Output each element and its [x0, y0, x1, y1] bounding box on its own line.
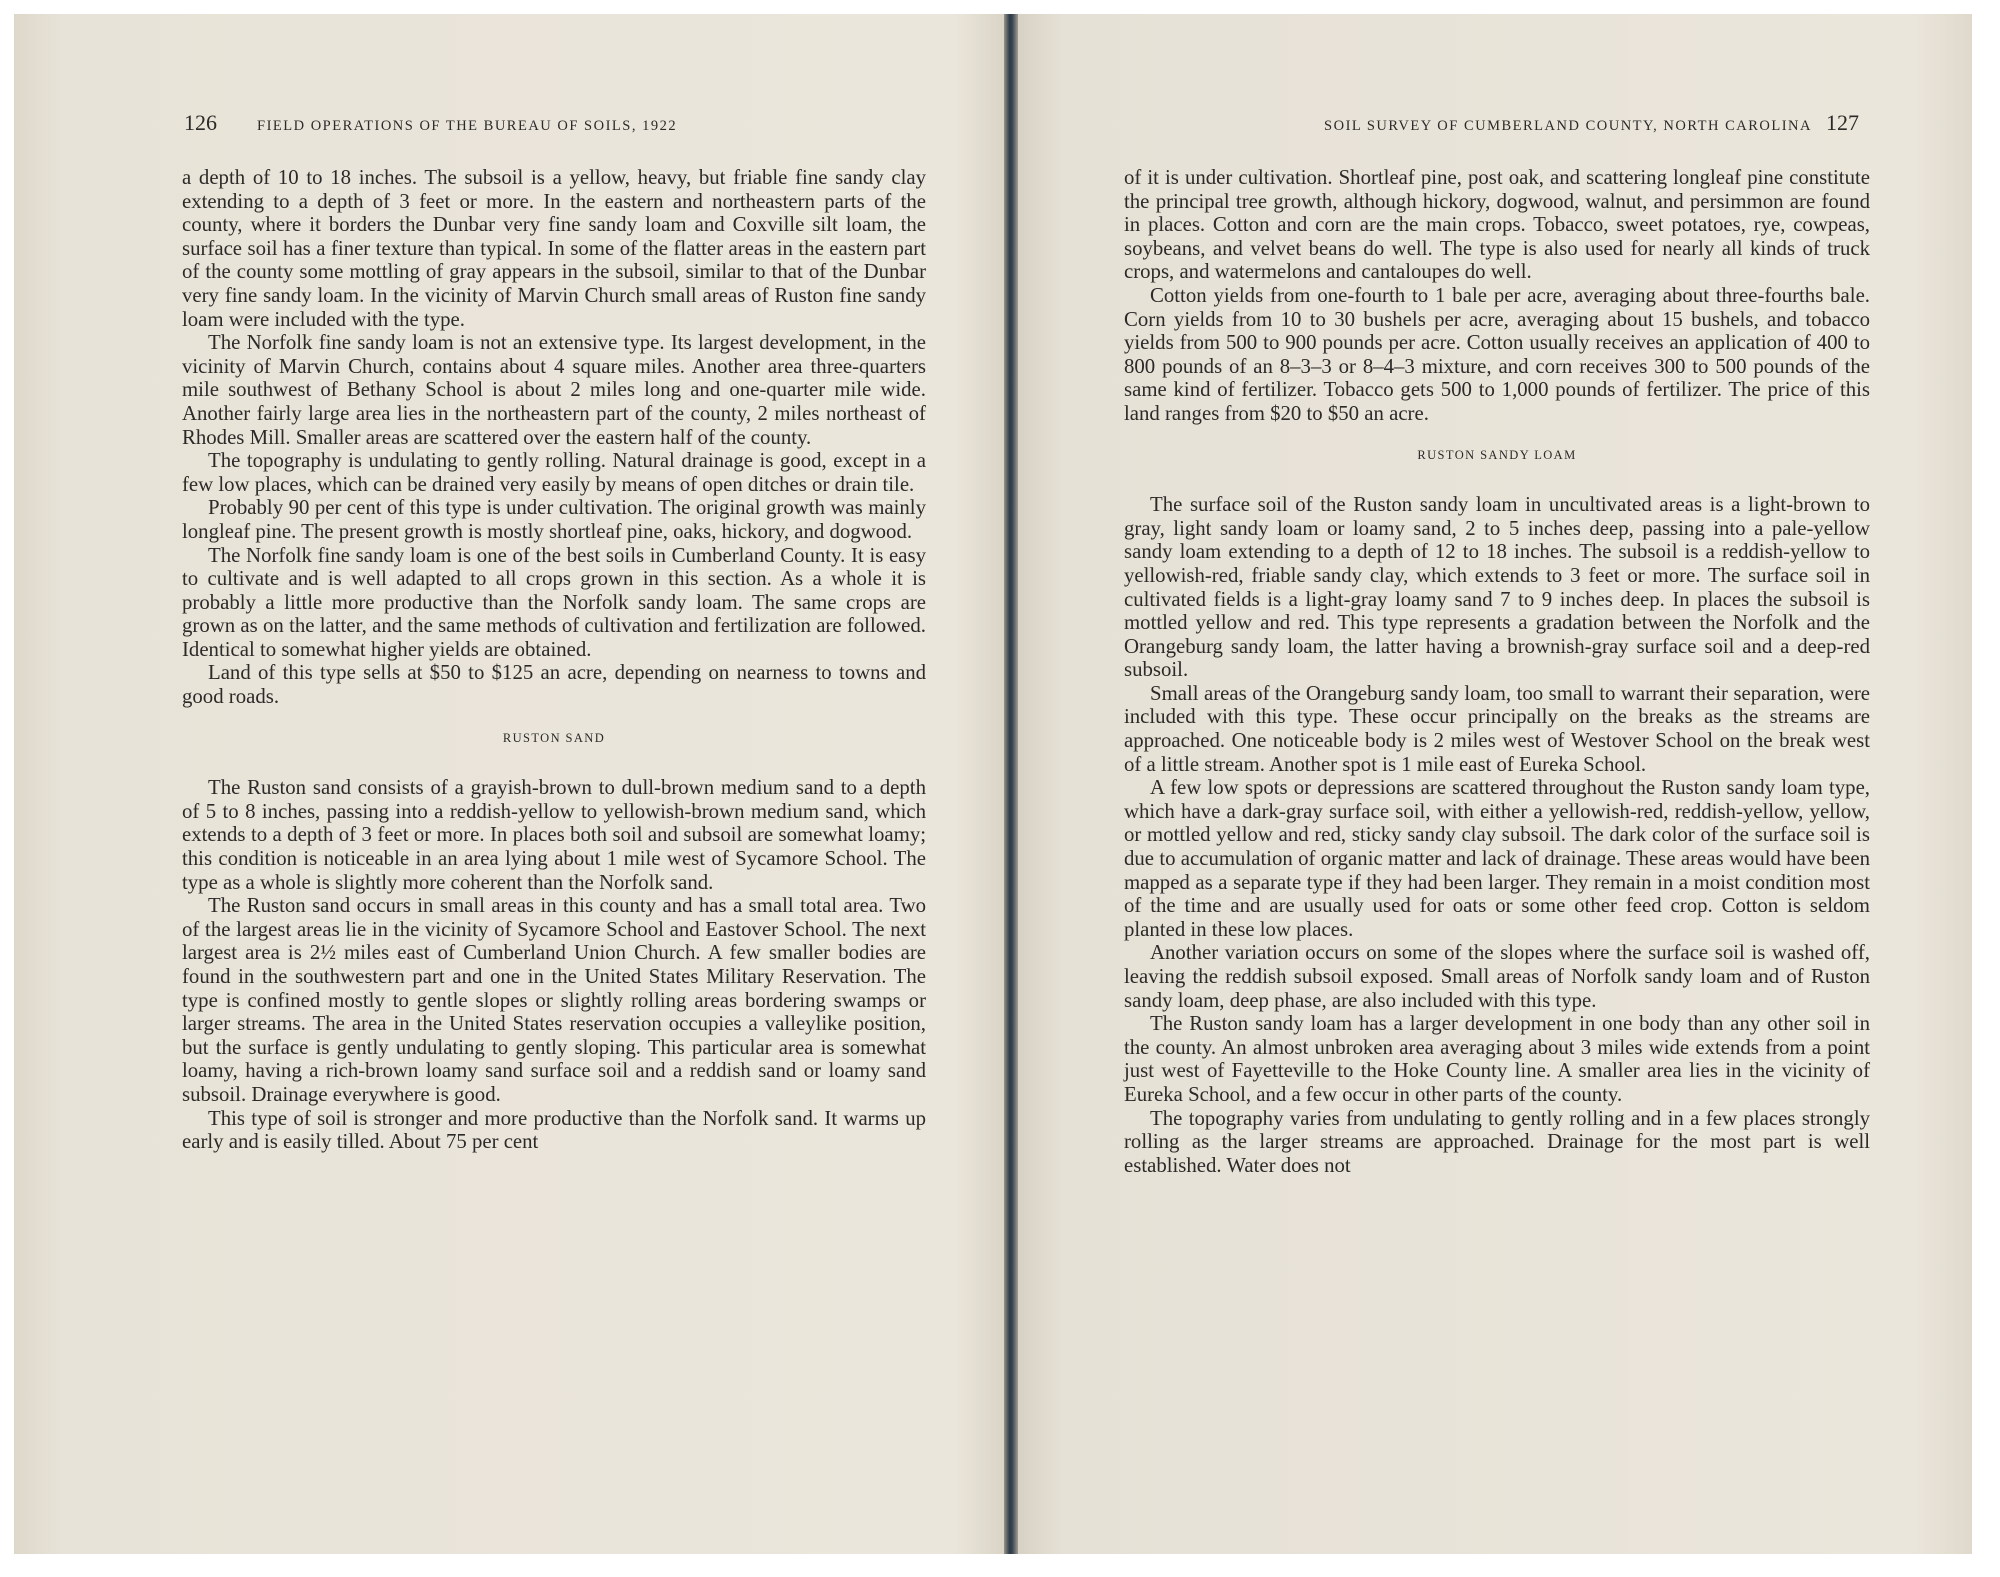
paragraph: A few low spots or depressions are scattered throughout the Ruston sandy loam type, which have a dark-gray surface soil, with either a yellowish-red, reddish-yellow, yellow, or mottled yellow and red, sticky sandy clay subsoil. The dark color of the surface soil is due to accumulation of organic matter and lack of drainage. These areas would have been mapped as a separate type if they had been larger. They remain in a moist condition most of the time and are usually used for oats or some other feed crop. Cotton is seldom planted in these low places. [1124, 776, 1870, 941]
paragraph: Cotton yields from one-fourth to 1 bale per acre, averaging about three-fourths bale. Corn yields from 10 to 30 bushels per acre, averaging about 15 bushels, and tobacco yields from 500 to 900 pounds per acre. Cotton usually receives an application of 400 to 800 pounds of an 8–3–3 or 8–4–3 mixture, and corn receives 300 to 500 pounds of the same kind of fertilizer. Tobacco gets 500 to 1,000 pounds of fertilizer. The price of this land ranges from $20 to $50 an acre. [1124, 283, 1870, 425]
paragraph: The surface soil of the Ruston sandy loam in uncultivated areas is a light-brown to gray, light sandy loam or loamy sand, 2 to 5 inches deep, passing into a pale-yellow sandy loam extending to a depth of 12 to 18 inches. The subsoil is a reddish-yellow to yellowish-red, friable sandy clay, which extends to 3 feet or more. The surface soil in cultivated fields is a light-gray loamy sand 7 to 9 inches deep. In places the subsoil is mottled yellow and red. This type represents a gradation between the Norfolk and the Orangeburg sandy loam, the latter having a brownish-gray surface soil and a deep-red subsoil. [1124, 493, 1870, 682]
left-page-number: 126 [184, 110, 217, 135]
left-running-title: FIELD OPERATIONS OF THE BUREAU OF SOILS, 1922 [257, 118, 678, 134]
right-running-head [1117, 110, 1859, 136]
paragraph: of it is under cultivation. Shortleaf pine, post oak, and scattering longleaf pine constitute the principal tree growth, although hickory, dogwood, walnut, and persimmon are found in places. Cotton and corn are the main crops. Tobacco, sweet potatoes, rye, cowpeas, soybeans, and velvet beans do well. The type is also used for nearly all kinds of truck crops, and watermelons and cantaloupes do well. [1124, 166, 1870, 284]
paragraph: This type of soil is stronger and more productive than the Norfolk sand. It warms up early and is easily tilled. About 75 per cent [182, 1106, 926, 1154]
paragraph: The Norfolk fine sandy loam is one of the best soils in Cumberland County. It is easy to cultivate and is well adapted to all crops grown in this section. As a whole it is probably a little more productive than the Norfolk sandy loam. The same crops are grown as on the latter, and the same methods of cultivation and fertilization are followed. Identical to somewhat higher yields are obtained. [182, 543, 926, 661]
book-spine [1004, 14, 1018, 1554]
section-heading-ruston-sand: RUSTON SAND [502, 730, 606, 745]
paragraph: Another variation occurs on some of the slopes where the surface soil is washed off, leaving the reddish subsoil exposed. Small areas of Norfolk sandy loam and of Ruston sandy loam, deep phase, are also included with this type. [1124, 941, 1870, 1012]
paragraph: Small areas of the Orangeburg sandy loam, too small to warrant their separation, were included with this type. These occur principally on the breaks as the streams are approached. One noticeable body is 2 miles west of Westover School on the break west of a little stream. Another spot is 1 mile east of Eureka School. [1124, 681, 1870, 776]
left-running-head [184, 110, 916, 136]
paragraph: The topography varies from undulating to gently rolling and in a few places strongly rolling as the larger streams are approached. Drainage for the most part is well established. Water does not [1124, 1106, 1870, 1177]
paragraph: The topography is undulating to gently rolling. Natural drainage is good, except in a few low places, which can be drained very easily by means of open ditches or drain tile. [182, 449, 926, 496]
left-body-text [182, 166, 926, 1154]
paragraph: The Ruston sand occurs in small areas in this county and has a small total area. Two of the largest areas lie in the vicinity of Sycamore School and Eastover School. The next largest area is 2½ miles east of Cumberland Union Church. A few smaller bodies are found in the southwestern part and one in the United States Military Reservation. The type is confined mostly to gentle slopes or slightly rolling areas bordering swamps or larger streams. The area in the United States reservation occupies a valleylike position, but the surface is gently undulating to gently sloping. This particular area is somewhat loamy, having a rich-brown loamy sand surface soil and a reddish sand or loamy sand subsoil. Drainage everywhere is good. [182, 894, 926, 1106]
section-heading-ruston-sandy-loam: RUSTON SANDY LOAM [1417, 447, 1577, 462]
paragraph: a depth of 10 to 18 inches. The subsoil is a yellow, heavy, but friable fine sandy clay extending to a depth of 3 feet or more. In the eastern and northeastern parts of the county, where it borders the Dunbar very fine sandy loam and Coxville silt loam, the surface soil has a finer texture than typical. In some of the flatter areas in the eastern part of the county some mottling of gray appears in the subsoil, similar to that of the Dunbar very fine sandy loam. In the vicinity of Marvin Church small areas of Ruston fine sandy loam were included with the type. [182, 166, 926, 331]
paragraph: The Ruston sandy loam has a larger development in one body than any other soil in the county. An almost unbroken area averaging about 3 miles wide extends from a point just west of Fayetteville to the Hoke County line. A smaller area lies in the vicinity of Eureka School, and a few occur in other parts of the county. [1124, 1012, 1870, 1106]
left-page [14, 14, 1008, 1554]
right-running-title: SOIL SURVEY OF CUMBERLAND COUNTY, NORTH CAROLINA [1324, 118, 1812, 134]
paragraph: The Ruston sand consists of a grayish-brown to dull-brown medium sand to a depth of 5 to 8 inches, passing into a reddish-yellow to yellowish-brown medium sand, which extends to a depth of 3 feet or more. In places both soil and subsoil are somewhat loamy; this condition is noticeable in an area lying about 1 mile west of Sycamore School. The type as a whole is slightly more coherent than the Norfolk sand. [182, 776, 926, 894]
right-page [1014, 14, 1972, 1554]
right-body-text [1124, 166, 1870, 1177]
right-page-number: 127 [1826, 110, 1859, 135]
book-spread [14, 14, 1972, 1554]
paragraph: The Norfolk fine sandy loam is not an extensive type. Its largest development, in the vicinity of Marvin Church, contains about 4 square miles. Another area three-quarters mile southwest of Bethany School is about 2 miles long and one-quarter mile wide. Another fairly large area lies in the northeastern part of the county, 2 miles northeast of Rhodes Mill. Smaller areas are scattered over the eastern half of the county. [182, 331, 926, 449]
paragraph: Land of this type sells at $50 to $125 an acre, depending on nearness to towns and good roads. [182, 661, 926, 709]
paragraph: Probably 90 per cent of this type is under cultivation. The original growth was mainly longleaf pine. The present growth is mostly shortleaf pine, oaks, hickory, and dogwood. [182, 496, 926, 543]
